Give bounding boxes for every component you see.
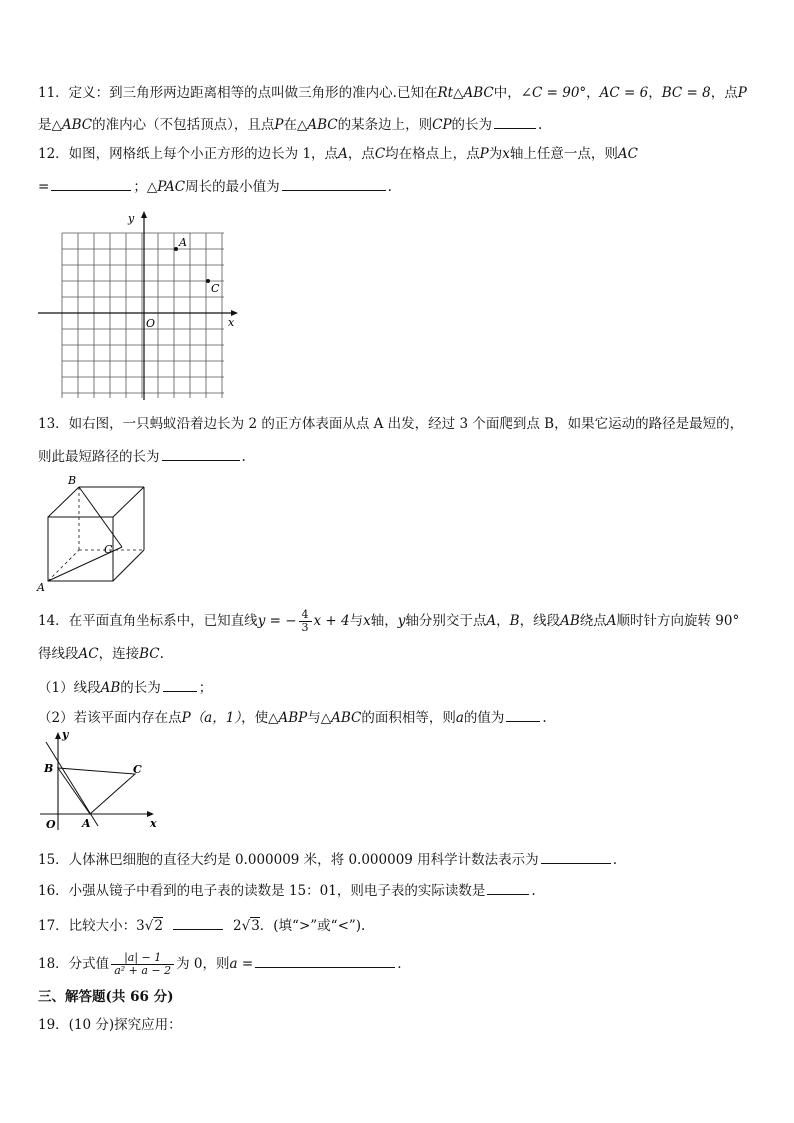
q11-line1: 11．定义：到三角形两边距离相等的点叫做三角形的准内心.已知在Rt△ABC中，∠C = 90°，AC = 6，BC = 8，点P	[38, 85, 747, 101]
q18-line: 18．分式值 $\frac{|a| - 1}{\text{a² + a − 2}}$ 为 0，则a = .	[38, 951, 402, 977]
tri-y-arrow	[55, 732, 61, 739]
q19-line: 19．(10 分)探究应用：	[38, 1017, 182, 1033]
q14-sub1-blank[interactable]	[163, 677, 197, 692]
q13-answer-blank[interactable]	[162, 446, 240, 461]
q14-sub2: （2）若该平面内存在点P（a，1），使△ABP与△ABC的面积相等，则a的值为 .	[38, 707, 547, 727]
point-a-label: A	[179, 236, 187, 249]
y-axis-arrow	[141, 211, 147, 218]
q14-sub2-blank[interactable]	[506, 707, 540, 722]
grid-lines	[62, 233, 224, 398]
q15-line: 15．人体淋巴细胞的直径大约是 0.000009 米，将 0.000009 用科学计数法表示为 .	[38, 849, 617, 869]
cube-label-a: A	[37, 581, 45, 594]
x-label: x	[228, 316, 235, 329]
triangle-abc	[58, 768, 135, 814]
section-title: 三、解答题(共 66 分)	[38, 989, 174, 1005]
q11-answer-blank[interactable]	[494, 114, 536, 129]
q18-fraction: $\frac{|a| - 1}{\text{a² + a − 2}}$	[111, 952, 174, 977]
q11-line2: 是△ABC的准内心（不包括顶点），且点P在△ABC的某条边上，则CP的长为 .	[38, 114, 542, 134]
q17-line: 17．比较大小：3√2 2√3．(填“>”或“<”).	[38, 915, 365, 935]
sqrt-sign-1: √	[144, 918, 154, 934]
cube-label-b: B	[68, 474, 77, 487]
q16-line: 16．小强从镜子中看到的电子表的读数是 15：01，则电子表的实际读数是 .	[38, 880, 536, 900]
q16-answer-blank[interactable]	[487, 880, 529, 895]
q12-line1: 12．如图，网格纸上每个小正方形的边长为 1，点A，点C均在格点上，点P为x轴上任意一点，则AC	[38, 146, 638, 162]
q13-line1: 13．如右图，一只蚂蚁沿着边长为 2 的正方体表面从点 A 出发，经过 3 个面爬到点 B，如果它运动的路径是最短的，	[38, 416, 744, 432]
sqrt-sign-2: √	[241, 918, 251, 934]
point-c	[206, 279, 210, 283]
point-a	[174, 247, 178, 251]
q13-line2: 则此最短路径的长为 .	[38, 446, 246, 466]
q14-line2: 得线段AC，连接BC.	[38, 646, 164, 662]
point-c-label: C	[211, 282, 220, 295]
cube-label-c: C	[104, 543, 113, 556]
q14-sub1: （1）线段AB的长为 ；	[38, 677, 212, 697]
cube-figure	[34, 472, 164, 594]
q12-perimeter-blank[interactable]	[282, 176, 386, 191]
q14-fraction: $\frac{4}{3}$	[299, 609, 312, 634]
tri-a-label: A	[82, 817, 91, 830]
tri-y-label: y	[62, 728, 69, 741]
q12-ac-blank[interactable]	[51, 176, 131, 191]
grid-figure	[36, 208, 246, 402]
q12-line2: = ；△PAC周长的最小值为 .	[38, 176, 392, 196]
q18-answer-blank[interactable]	[255, 953, 395, 968]
tri-b-label: B	[44, 762, 54, 775]
q14-line1: 14．在平面直角坐标系中，已知直线y = − $\frac{4}{3}$ x + 4与x轴，y轴分别交于点A，B，线段AB绕点A顺时针方向旋转 90°	[38, 608, 740, 634]
tri-o-label: O	[46, 818, 56, 831]
y-label: y	[128, 212, 135, 225]
q17-answer-blank[interactable]	[173, 915, 223, 930]
q15-answer-blank[interactable]	[541, 849, 611, 864]
tri-x-label: x	[150, 817, 157, 830]
triangle-figure	[32, 728, 164, 832]
tri-c-label: C	[133, 763, 142, 776]
origin-label: O	[146, 317, 156, 330]
